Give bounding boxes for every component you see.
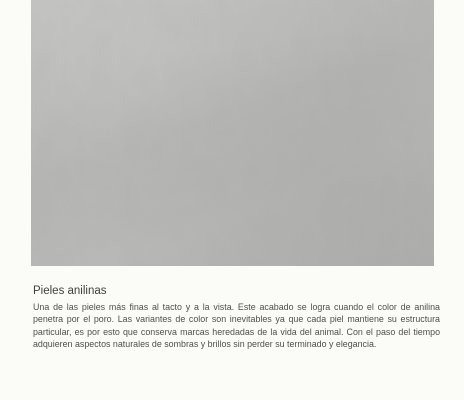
section-title: Pieles anilinas [33,285,107,297]
caption-block [33,285,440,350]
section-description: Una de las pieles más finas al tacto y a la vista. Este acabado se logra cuando el color de anilina penetra por el poro. Las variantes de color son inevitables ya que cada piel mantiene su estructura particular, es por esto que conserva marcas heredadas de la vida del animal. Con el paso del tiempo adquieren aspectos naturales de sombras y brillos sin perder su terminado y elegancia. [33,302,440,349]
leather-texture [31,0,434,266]
leather-sample-photo [31,0,434,266]
